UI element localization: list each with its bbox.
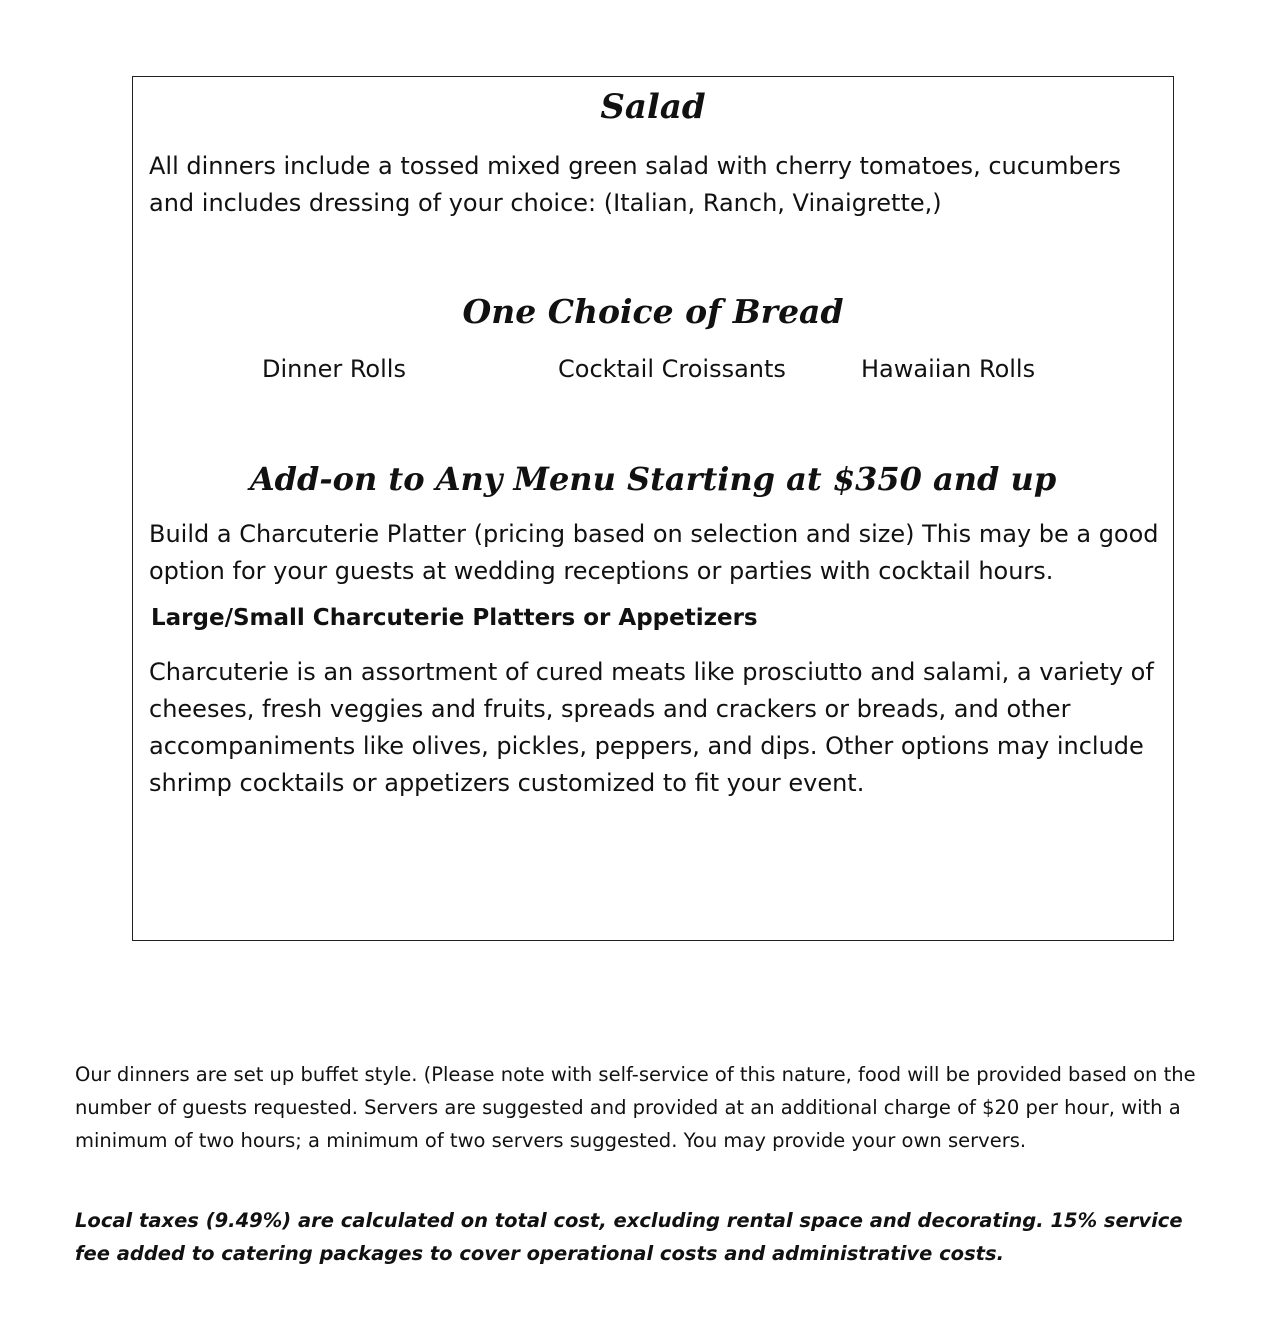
salad-heading: Salad <box>600 87 706 127</box>
bread-heading: One Choice of Bread <box>462 292 844 331</box>
charcuterie-subheading: Large/Small Charcuterie Platters or Appetizers <box>151 605 758 631</box>
addon-heading: Add-on to Any Menu Starting at $350 and up <box>249 460 1057 498</box>
addon-intro: Build a Charcuterie Platter (pricing based on selection and size) This may be a good option for your guests at wedding receptions or parties with cocktail hours. <box>149 520 1159 585</box>
menu-box <box>132 76 1174 941</box>
bread-option-dinner-rolls: Dinner Rolls <box>262 355 406 383</box>
service-note: Our dinners are set up buffet style. (Please note with self-service of this nature, food will be provided based on the number of guests requested. Servers are suggested and provided at an additional charge of $20 per hour, with a minimum of two hours; a minimum of two servers suggested. You may provide your own servers. <box>75 1063 1196 1152</box>
salad-description: All dinners include a tossed mixed green salad with cherry tomatoes, cucumbers and includes dressing of your choice: (Italian, Ranch, Vinaigrette,) <box>149 152 1121 217</box>
charcuterie-description: Charcuterie is an assortment of cured meats like prosciutto and salami, a variety of cheeses, fresh veggies and fruits, spreads and crackers or breads, and other accompaniments like olives, pickles, peppers, and dips. Other options may include shrimp cocktails or appetizers customized to fit your event. <box>149 658 1154 797</box>
tax-note: Local taxes (9.49%) are calculated on total cost, excluding rental space and decorating. 15% service fee added to catering packages to cover operational costs and administrative costs. <box>75 1209 1183 1265</box>
bread-option-cocktail-croissants: Cocktail Croissants <box>558 355 786 383</box>
bread-option-hawaiian-rolls: Hawaiian Rolls <box>861 355 1036 383</box>
